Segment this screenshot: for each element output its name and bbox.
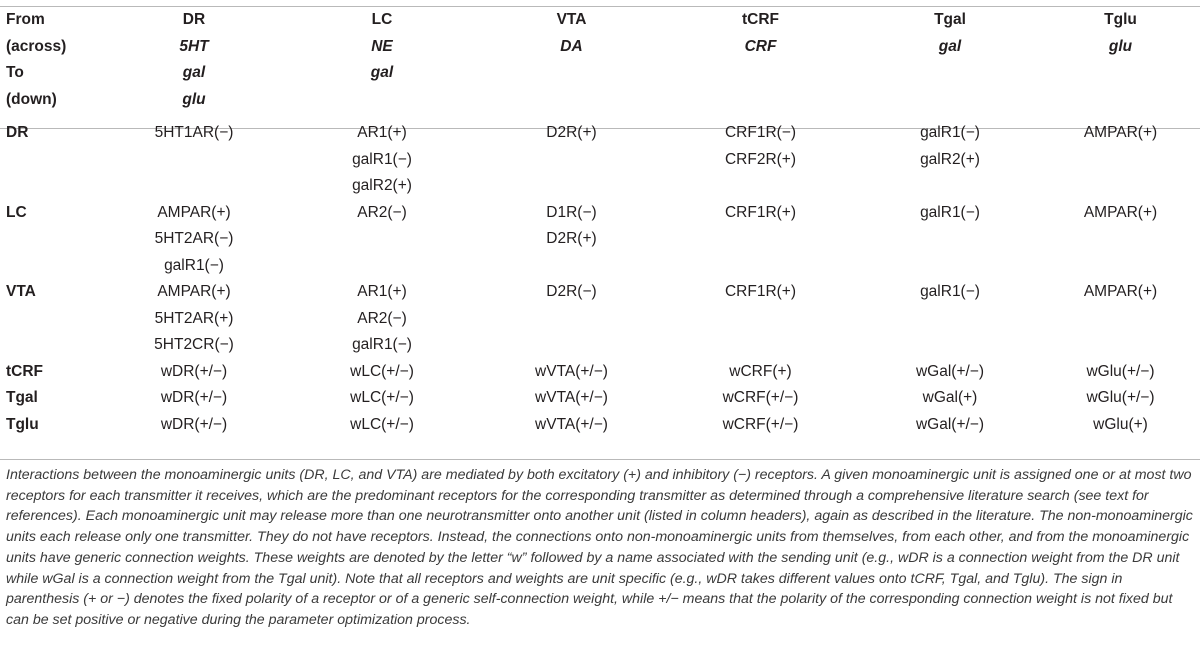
table-cell: wGal(+/−) bbox=[915, 415, 985, 433]
table-row bbox=[0, 359, 1200, 386]
table-row bbox=[0, 120, 1200, 200]
cell-entry: galR2(+) bbox=[920, 150, 980, 168]
cell-entry: galR1(−) bbox=[920, 124, 980, 141]
cell-entry: CRF1R(−) bbox=[724, 124, 797, 141]
table-cell bbox=[1041, 120, 1200, 200]
table-cell: wCRF(+/−) bbox=[722, 389, 799, 406]
table-cell: wGlu(+/−) bbox=[1086, 389, 1155, 406]
table-cell bbox=[481, 279, 662, 359]
corner-line: (down) bbox=[6, 90, 57, 108]
column-header-tgal bbox=[859, 7, 1041, 113]
column-name: Tgal bbox=[934, 11, 966, 28]
cell-entry: AR2(−) bbox=[357, 203, 407, 221]
transmitter-label: NE bbox=[371, 37, 393, 55]
column-header-vta bbox=[481, 7, 662, 113]
table-cell bbox=[283, 279, 481, 359]
row-header: DR bbox=[6, 124, 29, 141]
column-header-dr bbox=[105, 7, 283, 113]
transmitter-label: glu bbox=[182, 90, 206, 108]
table-cell: wGlu(+/−) bbox=[1086, 362, 1155, 380]
cell-entry: 5HT2CR(−) bbox=[154, 336, 234, 353]
column-header-tcrf bbox=[662, 7, 859, 113]
transmitter-label: gal bbox=[370, 64, 394, 81]
transmitter-label: gal bbox=[938, 37, 962, 55]
corner-line: To bbox=[6, 64, 24, 81]
transmitter-label: gal bbox=[182, 64, 206, 81]
column-name: tCRF bbox=[741, 11, 780, 28]
table-cell bbox=[662, 279, 859, 359]
cell-entry: galR1(−) bbox=[920, 203, 980, 221]
cell-entry: 5HT2AR(−) bbox=[154, 230, 234, 247]
column-name: VTA bbox=[556, 11, 587, 28]
cell-entry: AMPAR(+) bbox=[1083, 124, 1158, 141]
table-row bbox=[0, 412, 1200, 439]
cell-entry: CRF1R(+) bbox=[724, 203, 797, 221]
cell-entry: AMPAR(+) bbox=[1083, 283, 1158, 300]
table-cell: wDR(+/−) bbox=[160, 362, 228, 380]
table-cell bbox=[1041, 279, 1200, 359]
cell-entry: 5HT1AR(−) bbox=[154, 124, 234, 141]
cell-entry: galR1(−) bbox=[164, 256, 224, 274]
table-cell: wVTA(+/−) bbox=[535, 415, 608, 433]
table-cell bbox=[105, 200, 283, 280]
column-header-tglu bbox=[1041, 7, 1200, 113]
table-cell: wGal(+/−) bbox=[915, 362, 985, 380]
transmitter-label: CRF bbox=[744, 37, 777, 55]
table-cell bbox=[859, 120, 1041, 200]
cell-entry: AMPAR(+) bbox=[1083, 203, 1158, 221]
table-cell bbox=[481, 200, 662, 280]
table-cell: wGal(+) bbox=[922, 389, 978, 406]
row-header: VTA bbox=[6, 283, 36, 300]
column-name: Tglu bbox=[1104, 11, 1137, 28]
table-cell: wVTA(+/−) bbox=[535, 389, 608, 406]
cell-entry: AR2(−) bbox=[357, 309, 407, 327]
table-footnote: Interactions between the monoaminergic units (DR, LC, and VTA) are mediated by both excitatory (+) and inhibitory (−) receptors. A given monoaminergic unit is assigned one or at most two receptors for each transmitter it receives, which are the predominant receptors for the corresponding transmitter as determined through a comprehensive literature search (see text for references). Each monoaminergic unit may release more than one neurotransmitter onto another unit (listed in column headers), again as described in the literature. The non-monoaminergic units each release only one transmitter. They do not have receptors. Instead, the connections onto non-monoaminergic units from themselves, from each other, and from the monoaminergic units have generic connection weights. These weights are denoted by the letter “w” followed by a name associated with the sending unit (e.g., wDR is a connection weight from the DR unit while wGal is a connection weight from the Tgal unit). Note that all receptors and weights are unit specific (e.g., wDR takes different values onto tCRF, Tgal, and Tglu). The sign in parenthesis (+ or −) denotes the fixed polarity of a receptor or of a generic self-connection weight, while +/− means that the polarity of the corresponding connection weight is not fixed but can be set positive or negative during the parameter optimization process. bbox=[6, 467, 1193, 628]
cell-entry: galR1(−) bbox=[920, 283, 980, 300]
cell-entry: CRF1R(+) bbox=[724, 283, 797, 300]
cell-entry: galR2(+) bbox=[352, 177, 412, 194]
corner-line: (across) bbox=[6, 37, 67, 55]
row-header: Tgal bbox=[6, 389, 38, 406]
cell-entry: galR1(−) bbox=[352, 336, 412, 353]
transmitter-label: 5HT bbox=[179, 37, 209, 55]
column-name: LC bbox=[371, 11, 393, 28]
table-cell: wCRF(+/−) bbox=[722, 415, 799, 433]
table-cell bbox=[1041, 200, 1200, 280]
bottom-rule bbox=[0, 459, 1200, 460]
cell-entry: AR1(+) bbox=[357, 283, 407, 300]
table-cell: wVTA(+/−) bbox=[535, 362, 608, 380]
cell-entry: AMPAR(+) bbox=[157, 203, 231, 221]
table-cell: wLC(+/−) bbox=[350, 362, 414, 380]
row-header: LC bbox=[6, 203, 27, 221]
column-header-lc bbox=[283, 7, 481, 113]
cell-entry: galR1(−) bbox=[352, 150, 412, 168]
cell-entry: D2R(+) bbox=[546, 124, 597, 141]
cell-entry: CRF2R(+) bbox=[724, 150, 797, 168]
table-cell bbox=[105, 120, 283, 200]
table-cell bbox=[859, 279, 1041, 359]
header-row bbox=[0, 7, 1200, 113]
transmitter-label: DA bbox=[560, 37, 583, 55]
table-cell bbox=[283, 200, 481, 280]
table-cell: wDR(+/−) bbox=[160, 389, 228, 406]
table-cell bbox=[481, 120, 662, 200]
cell-entry: D2R(−) bbox=[546, 283, 597, 300]
table-cell bbox=[283, 120, 481, 200]
header-spacer bbox=[0, 113, 1200, 120]
table-row bbox=[0, 279, 1200, 359]
cell-entry: D1R(−) bbox=[546, 203, 597, 221]
table-cell: wLC(+/−) bbox=[350, 389, 414, 406]
transmitter-label: glu bbox=[1108, 37, 1133, 55]
cell-entry: AR1(+) bbox=[357, 124, 407, 141]
corner-line: From bbox=[6, 11, 45, 28]
cell-entry: 5HT2AR(+) bbox=[154, 309, 234, 327]
receptor-table bbox=[0, 7, 1200, 438]
row-header: Tglu bbox=[6, 415, 39, 433]
cell-entry: AMPAR(+) bbox=[157, 283, 231, 300]
table-cell: wLC(+/−) bbox=[350, 415, 414, 433]
table-cell bbox=[859, 200, 1041, 280]
table-cell bbox=[662, 200, 859, 280]
corner-header bbox=[0, 7, 105, 113]
table-row bbox=[0, 200, 1200, 280]
table-cell bbox=[662, 120, 859, 200]
table-cell: wGlu(+) bbox=[1093, 415, 1148, 433]
table-cell: wCRF(+) bbox=[729, 362, 792, 380]
table-row bbox=[0, 385, 1200, 412]
cell-entry: D2R(+) bbox=[546, 230, 597, 247]
table-cell: wDR(+/−) bbox=[160, 415, 228, 433]
row-header: tCRF bbox=[6, 362, 44, 380]
table-cell bbox=[105, 279, 283, 359]
column-name: DR bbox=[182, 11, 206, 28]
